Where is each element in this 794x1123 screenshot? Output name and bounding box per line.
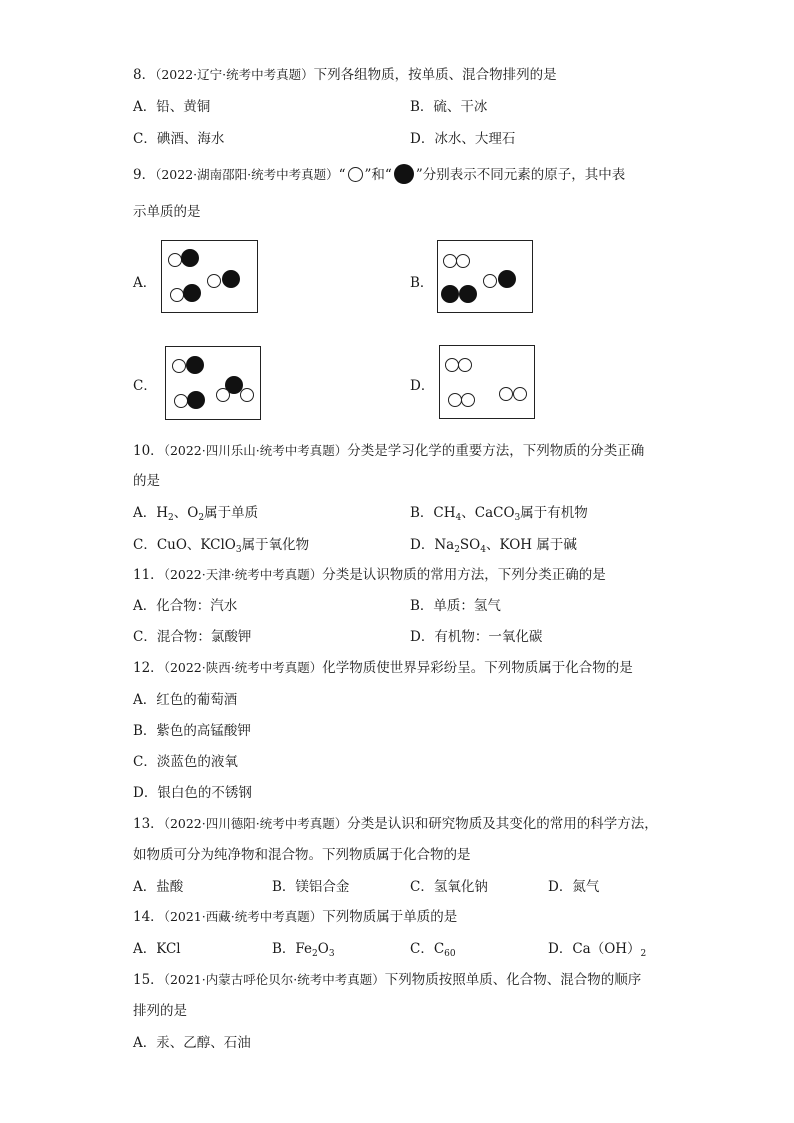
q15-number: 15．	[133, 972, 164, 988]
black-atom-icon	[186, 356, 204, 374]
q14-option-c	[410, 940, 456, 963]
white-atom-icon	[483, 274, 497, 288]
q9-label-c: C．	[133, 378, 157, 394]
black-atom-icon	[183, 284, 201, 302]
molecule-diagram-c	[165, 346, 261, 420]
q10-option-b	[410, 504, 588, 527]
text: A．H	[133, 505, 169, 521]
text: C．C	[410, 941, 445, 957]
q11-option-c: C．混合物：氯酸钾	[133, 629, 252, 645]
q13-option-c: C．氢氧化钠	[410, 879, 488, 895]
black-atom-icon	[441, 285, 459, 303]
black-atom-icon	[181, 249, 199, 267]
black-atom-icon	[394, 164, 414, 184]
subscript: 4	[480, 545, 486, 555]
subscript: 4	[455, 513, 462, 523]
q10-option-a	[133, 504, 258, 527]
text: SO	[459, 537, 481, 553]
q13-source: （2022·四川德阳·统考中考真题）	[163, 816, 348, 831]
subscript: 2	[198, 513, 205, 523]
q14-option-b	[272, 940, 335, 963]
q11-text: 分类是认识物质的常用方法，下列分类正确的是	[322, 567, 606, 583]
q12-text: 化学物质使世界异彩纷呈。下列物质属于化合物的是	[322, 660, 633, 676]
q11-option-a: A．化合物：汽水	[133, 598, 238, 614]
q10-source: （2022·四川乐山·统考中考真题）	[163, 443, 348, 458]
molecule-diagram-d	[439, 345, 535, 419]
subscript: 3	[328, 949, 335, 959]
q9-stem-line2: 示单质的是	[133, 204, 201, 220]
subscript: 2	[640, 949, 647, 959]
q9-label-d: D．	[410, 378, 435, 394]
white-atom-icon	[240, 388, 254, 402]
q8-text: 下列各组物质，按单质、混合物排列的是	[313, 67, 557, 83]
q11-number: 11．	[133, 567, 164, 583]
q8-option-c: C．碘酒、海水	[133, 131, 225, 147]
white-atom-icon	[170, 288, 184, 302]
q12-option-b: B．紫色的高锰酸钾	[133, 723, 251, 739]
q8-option-d: D．冰水、大理石	[410, 131, 516, 147]
white-atom-icon	[458, 358, 472, 372]
q8-option-b: B．硫、干冰	[410, 99, 488, 115]
subscript: 2	[454, 545, 460, 555]
q13-option-a: A．盐酸	[133, 879, 184, 895]
text: 、CaCO	[461, 505, 515, 521]
white-atom-icon	[174, 394, 188, 408]
q11-stem	[133, 566, 606, 584]
q11-option-d: D．有机物：一氧化碳	[410, 629, 543, 645]
black-atom-icon	[222, 270, 240, 288]
q9-source: （2022·湖南邵阳·统考中考真题）	[155, 167, 339, 182]
q14-option-d	[548, 940, 646, 963]
text: D．Na	[410, 537, 455, 553]
text: O	[317, 941, 329, 957]
q13-stem	[133, 815, 658, 833]
text: C．CuO、KClO	[133, 537, 236, 553]
q10-number: 10．	[133, 443, 164, 459]
text: 属于单质	[204, 505, 259, 521]
q15-text: 下列物质按照单质、化合物、混合物的顺序	[384, 972, 642, 988]
white-atom-icon	[172, 359, 186, 373]
q8-stem	[133, 66, 557, 84]
black-atom-icon	[459, 285, 477, 303]
q10-option-c	[133, 536, 309, 559]
q12-option-c: C．淡蓝色的液氧	[133, 754, 238, 770]
q15-stem-line2: 排列的是	[133, 1003, 187, 1019]
q13-text: 分类是认识和研究物质及其变化的常用的科学方法，	[347, 816, 658, 832]
q12-source: （2022·陕西·统考中考真题）	[163, 660, 323, 675]
q9-number: 9．	[133, 167, 156, 183]
q12-stem	[133, 659, 633, 677]
q15-stem	[133, 971, 641, 989]
q10-stem	[133, 442, 644, 460]
white-atom-icon	[448, 393, 462, 407]
q10-stem-line2: 的是	[133, 473, 160, 489]
white-atom-icon	[216, 388, 230, 402]
black-atom-icon	[187, 391, 205, 409]
q8-option-a: A．铅、黄铜	[133, 99, 211, 115]
q9-label-b: B．	[410, 275, 434, 291]
q13-stem-line2: 如物质可分为纯净物和混合物。下列物质属于化合物的是	[133, 847, 471, 863]
q14-stem	[133, 908, 457, 926]
q11-source: （2022·天津·统考中考真题）	[163, 567, 323, 582]
q12-number: 12．	[133, 660, 164, 676]
q8-number: 8．	[133, 67, 156, 83]
white-atom-icon	[348, 167, 363, 182]
white-atom-icon	[499, 387, 513, 401]
q13-number: 13．	[133, 816, 164, 832]
q9-stem	[133, 164, 625, 184]
q9-label-a: A．	[133, 275, 157, 291]
text: 、O	[173, 505, 199, 521]
q14-text: 下列物质属于单质的是	[322, 909, 458, 925]
molecule-diagram-b	[437, 240, 533, 313]
text: B．Fe	[272, 941, 313, 957]
white-atom-icon	[207, 274, 221, 288]
q13-option-b: B．镁铝合金	[272, 879, 350, 895]
text: 、KOH 属于碱	[485, 537, 577, 553]
text: 属于有机物	[520, 505, 588, 521]
q15-option-a: A．汞、乙醇、石油	[133, 1035, 251, 1051]
q10-text: 分类是学习化学的重要方法，下列物质的分类正确	[347, 443, 645, 459]
white-atom-icon	[443, 254, 457, 268]
q15-source: （2021·内蒙古呼伦贝尔·统考中考真题）	[163, 972, 385, 987]
subscript: 2	[168, 513, 174, 523]
subscript: 3	[514, 513, 521, 523]
q10-option-d	[410, 536, 577, 559]
subscript: 2	[312, 949, 318, 959]
subscript: 3	[235, 545, 242, 555]
text: B．CH	[410, 505, 456, 521]
q9-quote-close: ”分别表示不同元素的原子，其中表	[415, 167, 626, 183]
text: 属于氧化物	[241, 537, 310, 553]
white-atom-icon	[513, 387, 527, 401]
q13-option-d: D．氮气	[548, 879, 600, 895]
q12-option-a: A．红色的葡萄酒	[133, 692, 238, 708]
white-atom-icon	[445, 358, 459, 372]
subscript: 60	[444, 949, 456, 959]
black-atom-icon	[498, 270, 516, 288]
molecule-diagram-a	[161, 240, 258, 313]
q11-option-b: B．单质：氢气	[410, 598, 501, 614]
q12-option-d: D．银白色的不锈钢	[133, 785, 252, 801]
q9-quote-open: “	[338, 167, 346, 183]
white-atom-icon	[456, 254, 470, 268]
q14-source: （2021·西藏·统考中考真题）	[163, 909, 323, 924]
white-atom-icon	[168, 253, 182, 267]
q8-source: （2022·辽宁·统考中考真题）	[155, 67, 314, 82]
text: D．Ca（OH）	[548, 941, 641, 957]
q14-number: 14．	[133, 909, 164, 925]
q14-option-a: A．KCl	[133, 941, 181, 957]
white-atom-icon	[461, 393, 475, 407]
q9-quote-mid: ”和“	[364, 167, 392, 183]
